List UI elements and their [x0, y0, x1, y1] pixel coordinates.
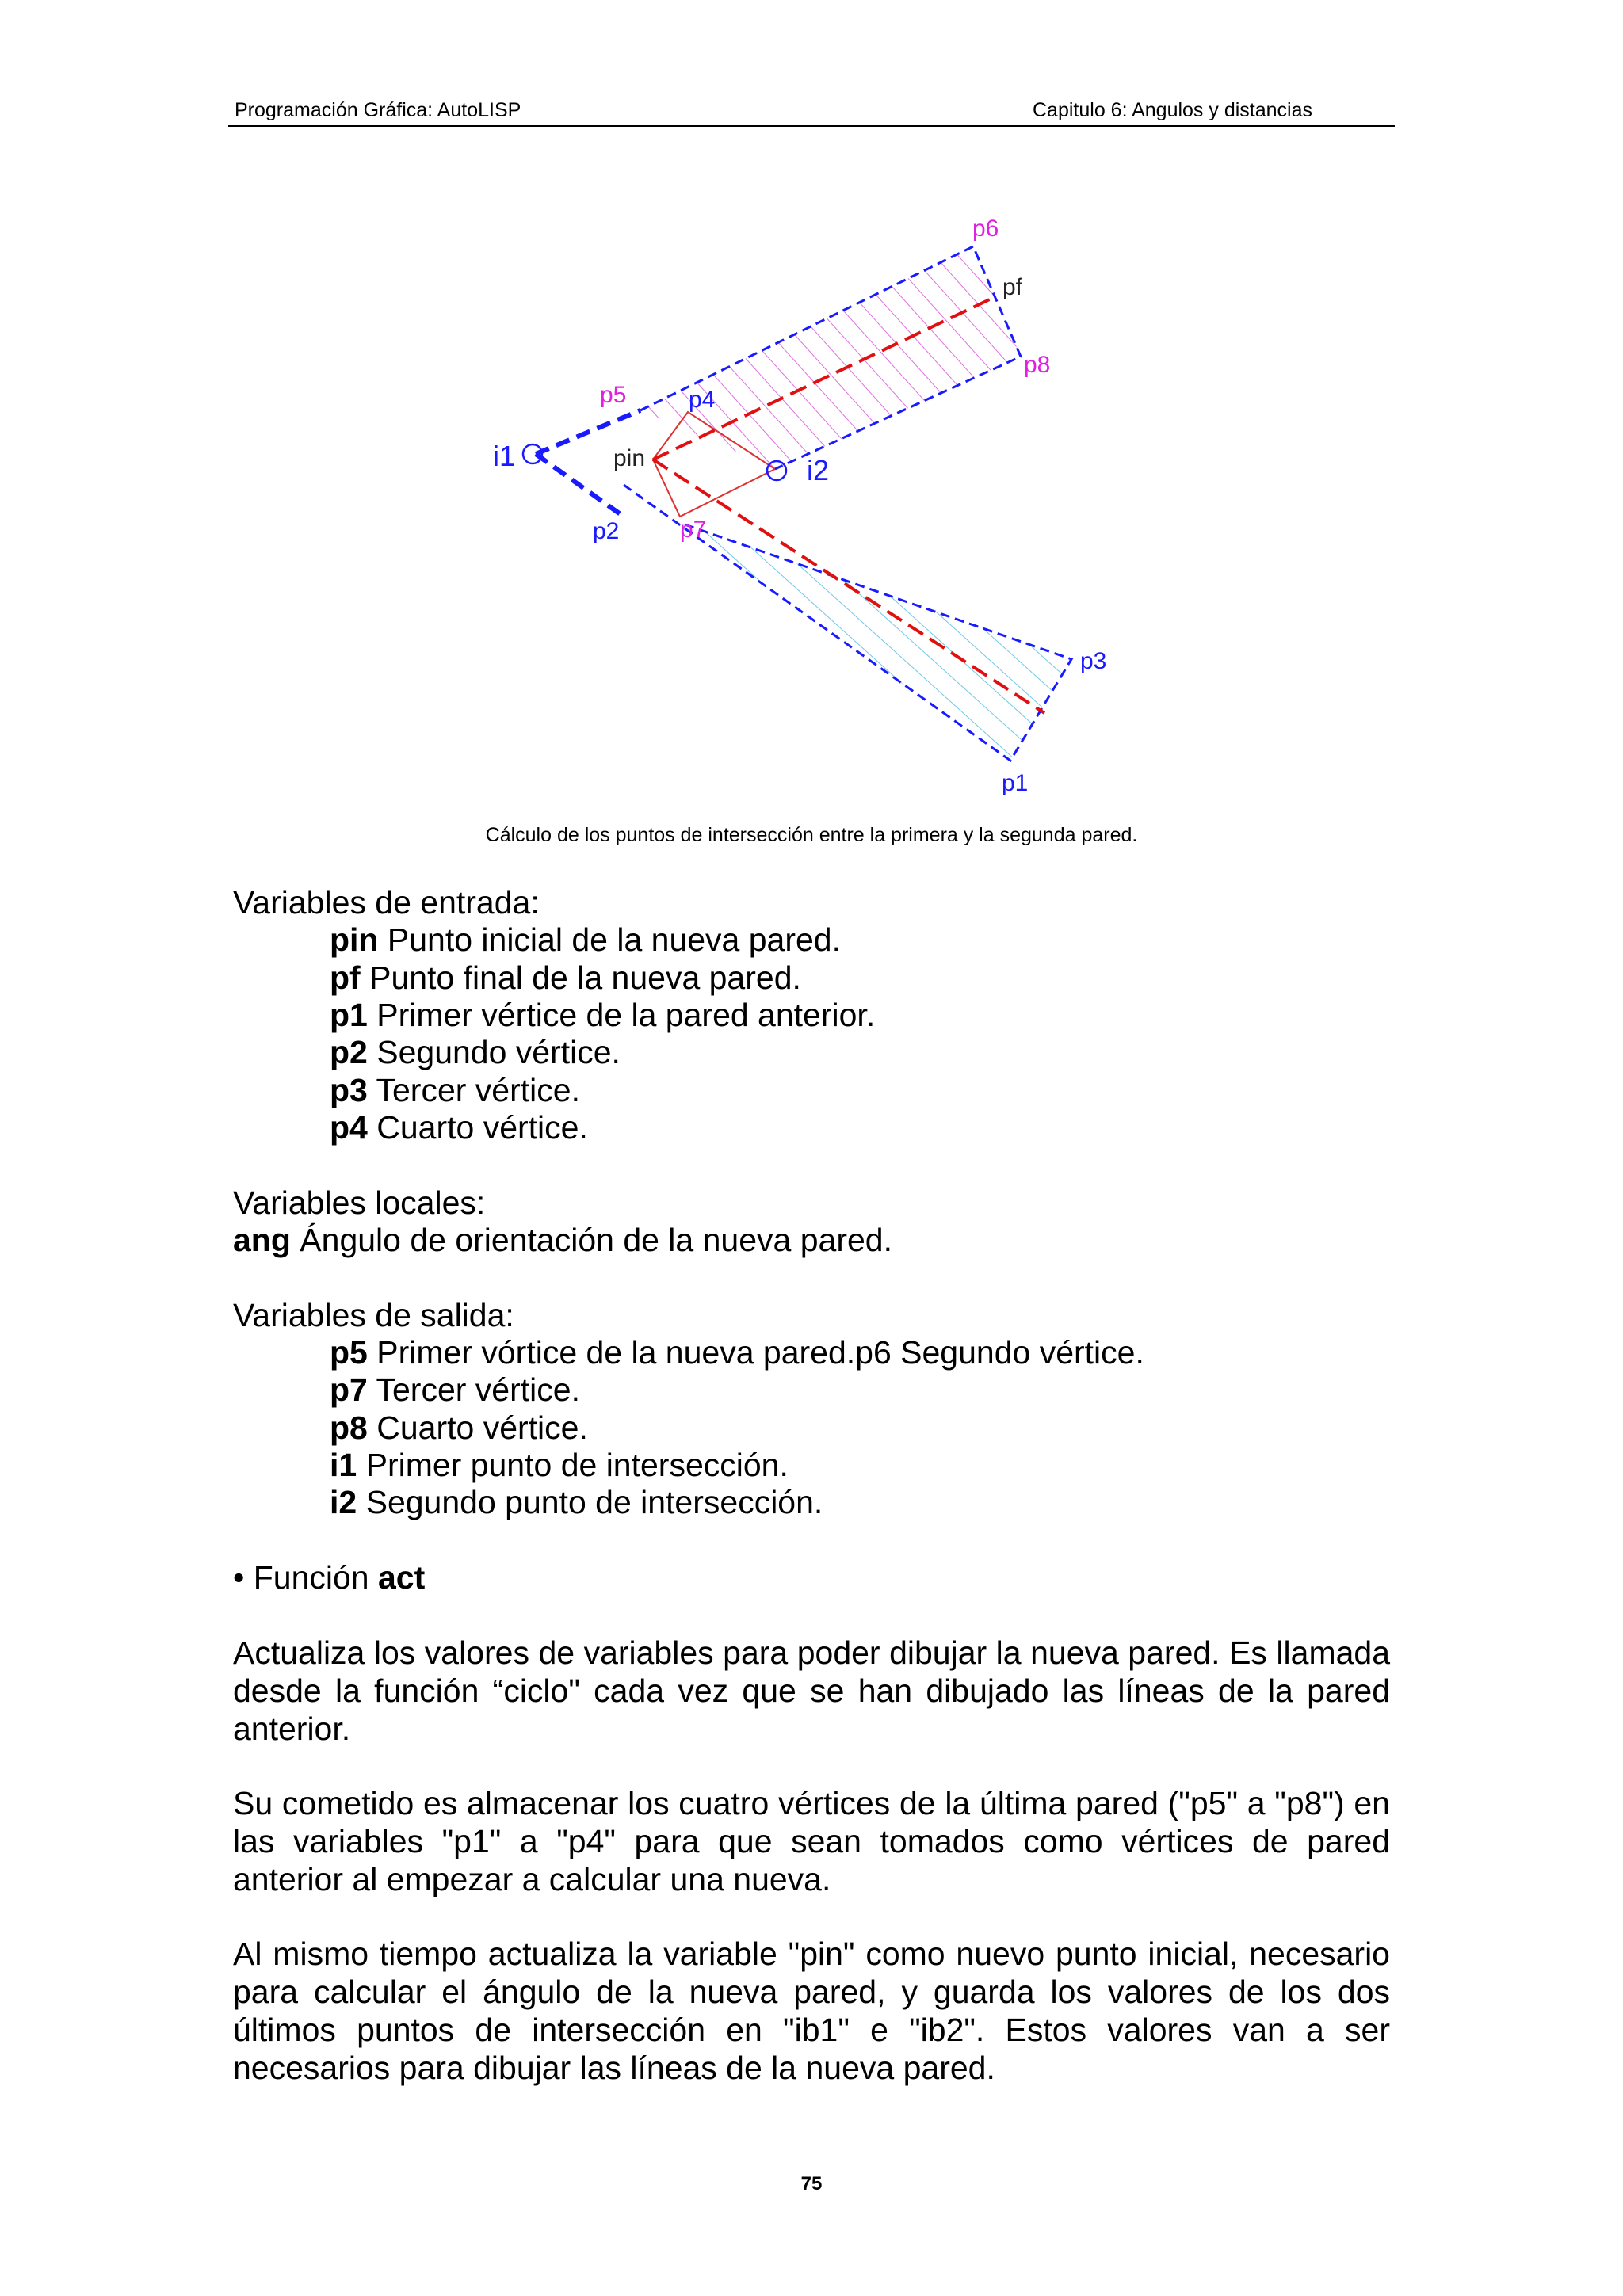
salida-heading: Variables de salida: [233, 1297, 514, 1333]
header-right: Capitulo 6: Angulos y distancias [1033, 99, 1312, 121]
label-pin: pin [613, 445, 646, 471]
label-p1: p1 [1002, 770, 1029, 796]
salida-item: p5 Primer vórtice de la nueva pared.p6 Segundo vértice. [330, 1334, 1144, 1371]
salida-item: i2 Segundo punto de intersección. [330, 1484, 823, 1520]
entrada-item: p1 Primer vértice de la pared anterior. [330, 997, 876, 1033]
entrada-item: p3 Tercer vértice. [330, 1072, 580, 1108]
salida-item: p7 Tercer vértice. [330, 1371, 580, 1408]
paragraph: Su cometido es almacenar los cuatro vértices de la última pared ("p5" a "p8") en las variables "p1" a "p4" para que sean tomados como vértices de pared anterior al empezar a calcular una nueva. [233, 1785, 1390, 1897]
entrada-item: p2 Segundo vértice. [330, 1034, 621, 1070]
label-p6: p6 [972, 215, 999, 242]
salida-item: i1 Primer punto de intersección. [330, 1447, 789, 1483]
figure-caption: Cálculo de los puntos de intersección entre la primera y la segunda pared. [485, 824, 1138, 846]
document-body [233, 0, 1390, 2139]
header-left: Programación Gráfica: AutoLISP [235, 99, 521, 121]
label-pf: pf [1002, 274, 1023, 300]
label-i2: i2 [807, 454, 830, 486]
label-i1: i1 [493, 440, 516, 472]
label-p7: p7 [680, 517, 707, 543]
locales-item: ang Ángulo de orientación de la nueva pared. [233, 1222, 892, 1258]
paragraph: Actualiza los valores de variables para poder dibujar la nueva pared. Es llamada desde la función “ciclo" cada vez que se han dibujado las líneas de la pared anterior. [233, 1634, 1390, 1747]
label-p3: p3 [1080, 648, 1107, 674]
label-p8: p8 [1024, 352, 1051, 378]
label-p2: p2 [593, 518, 620, 544]
entrada-heading: Variables de entrada: [233, 884, 540, 921]
function-heading: • Función act [233, 1559, 426, 1596]
entrada-item: pf Punto final de la nueva pared. [330, 959, 801, 996]
locales-heading: Variables locales: [233, 1184, 486, 1221]
entrada-item: p4 Cuarto vértice. [330, 1109, 588, 1146]
entrada-item: pin Punto inicial de la nueva pared. [330, 921, 841, 958]
salida-item: p8 Cuarto vértice. [330, 1409, 588, 1446]
label-p4: p4 [689, 387, 716, 413]
paragraph: Al mismo tiempo actualiza la variable "pin" como nuevo punto inicial, necesario para calcular el ángulo de la nueva pared, y guarda los valores de los dos últimos puntos de intersección en "ib1" e "ib2". Estos valores van a ser necesarios para dibujar las líneas de la nueva pared. [233, 1936, 1390, 2086]
page-number: 75 [800, 2173, 823, 2195]
label-p5: p5 [600, 382, 627, 408]
